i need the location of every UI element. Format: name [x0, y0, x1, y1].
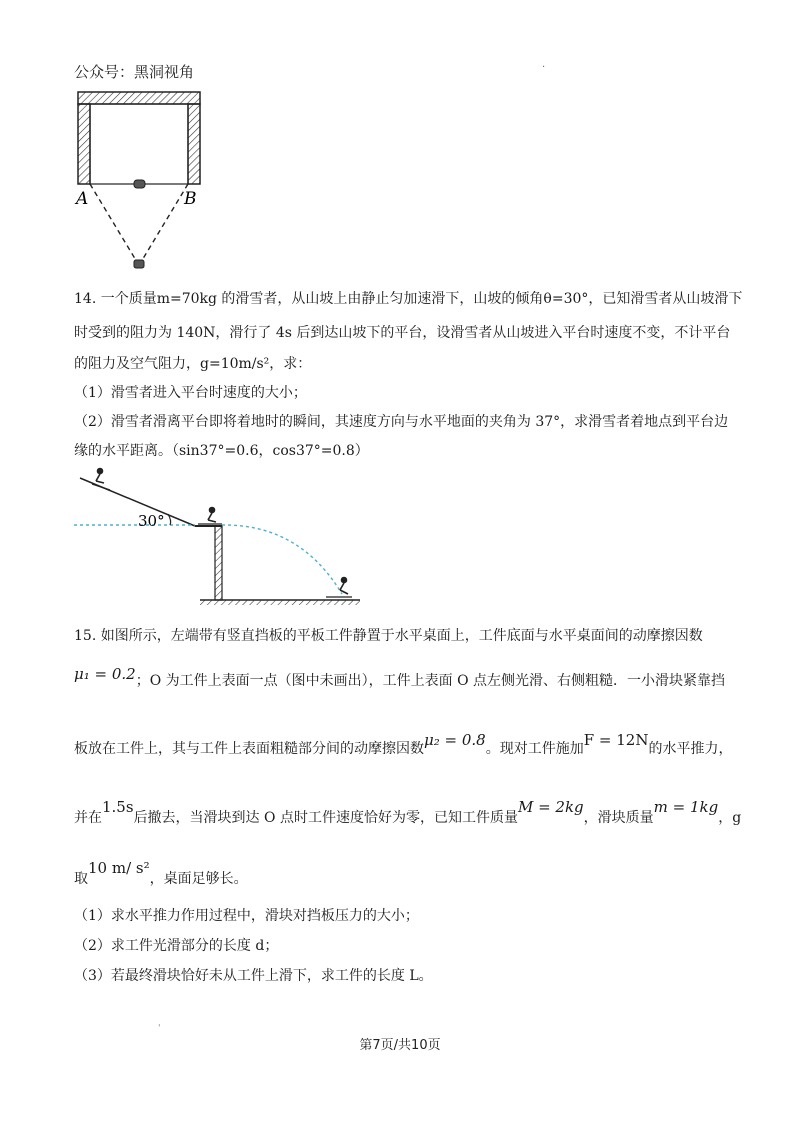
q14-line2: 时受到的阻力为 140N，滑行了 4s 后到达山坡下的平台，设滑雪者从山坡进入平台时速度不变，不计平台: [74, 325, 731, 341]
q15-line1: 15. 如图所示，左端带有竖直挡板的平板工件静置于水平桌面上，工件底面与水平桌面间的动摩擦因数: [74, 628, 703, 644]
platform-pillar: [215, 526, 222, 600]
q15-line4-pre: 并在: [74, 810, 102, 826]
frame-object: [134, 180, 145, 188]
q15-line3-pre: 板放在工件上，其与工件上表面粗糙部分间的动摩擦因数: [74, 741, 424, 757]
q15-part1: （1）求水平推力作用过程中，滑块对挡板压力的大小；: [74, 908, 419, 924]
q15-line4-mid2: ，滑块质量: [583, 810, 654, 826]
q15-part2: （2）求工件光滑部分的长度 d；: [74, 938, 279, 954]
frame-right-wall: [188, 104, 200, 184]
force-formula: F = 12N: [583, 731, 649, 749]
q15-line4: [74, 798, 742, 828]
q14-part1: （1）滑雪者进入平台时速度的大小；: [74, 385, 307, 401]
q15-line4-post: ，g: [718, 810, 742, 826]
q15-line3-mid: 。现对工件施加: [485, 741, 584, 757]
g-formula: 10 m/ s²: [88, 859, 150, 877]
q15-line5-post: ，桌面足够长。: [149, 871, 248, 887]
dashed-line-a: [90, 184, 137, 262]
q14-line3: 的阻力及空气阻力，g=10m/s²，求：: [74, 356, 312, 372]
trajectory-path: [222, 525, 342, 594]
mu2-formula: μ₂ = 0.8: [424, 731, 486, 749]
q14-part2b: 缘的水平距离。（sin37°=0.6，cos37°=0.8）: [74, 443, 369, 459]
top-mark: ·: [542, 62, 546, 73]
angle-label: 30°: [138, 512, 165, 530]
figure-ski-slope: [70, 466, 370, 608]
q15-line3-post: 的水平推力，: [648, 741, 733, 757]
frame-top-bar: [78, 92, 200, 104]
q15-line2-text: ；O 为工件上表面一点（图中未画出），工件上表面 O 点左侧光滑、右侧粗糙．一小滑块紧靠挡: [135, 673, 726, 689]
mu1-formula: μ₁ = 0.2: [74, 665, 136, 683]
figure-frame-diagram: [70, 86, 210, 272]
q15-line4-mid: 后撤去，当滑块到达 O 点时工件速度恰好为零，已知工件质量: [133, 810, 518, 826]
dashed-endpoint-object: [134, 260, 144, 268]
skier-landing-icon: [326, 578, 352, 598]
mass-M-formula: M = 2kg: [517, 798, 584, 816]
skier-on-slope-icon: [92, 469, 110, 491]
label-b: B: [184, 189, 197, 209]
q14-line1: 14. 一个质量m=70kg 的滑雪者，从山坡上由静止匀加速滑下，山坡的倾角θ=30°，已知滑雪者从山坡滑下: [74, 291, 743, 307]
q14-part2a: （2）滑雪者滑离平台即将着地时的瞬间，其速度方向与水平地面的夹角为 37°，求滑雪者着地点到平台边: [74, 414, 729, 430]
q15-line5: [74, 859, 248, 889]
q15-part3: （3）若最终滑块恰好未从工件上滑下，求工件的长度 L。: [74, 968, 433, 984]
watermark-text: 公众号：黑洞视角: [74, 63, 195, 81]
dashed-line-b: [141, 184, 188, 262]
time-formula: 1.5s: [102, 798, 134, 816]
q15-line2: [74, 665, 726, 691]
frame-left-wall: [78, 104, 90, 184]
footer-small-mark: ': [158, 1024, 161, 1034]
skier-on-platform-icon: [198, 508, 222, 525]
page-number: 第7页/共10页: [359, 1038, 441, 1053]
q15-line5-pre: 取: [74, 871, 88, 887]
mass-m-formula: m = 1kg: [653, 798, 719, 816]
q15-line3: [74, 731, 733, 759]
label-a: A: [76, 189, 89, 209]
